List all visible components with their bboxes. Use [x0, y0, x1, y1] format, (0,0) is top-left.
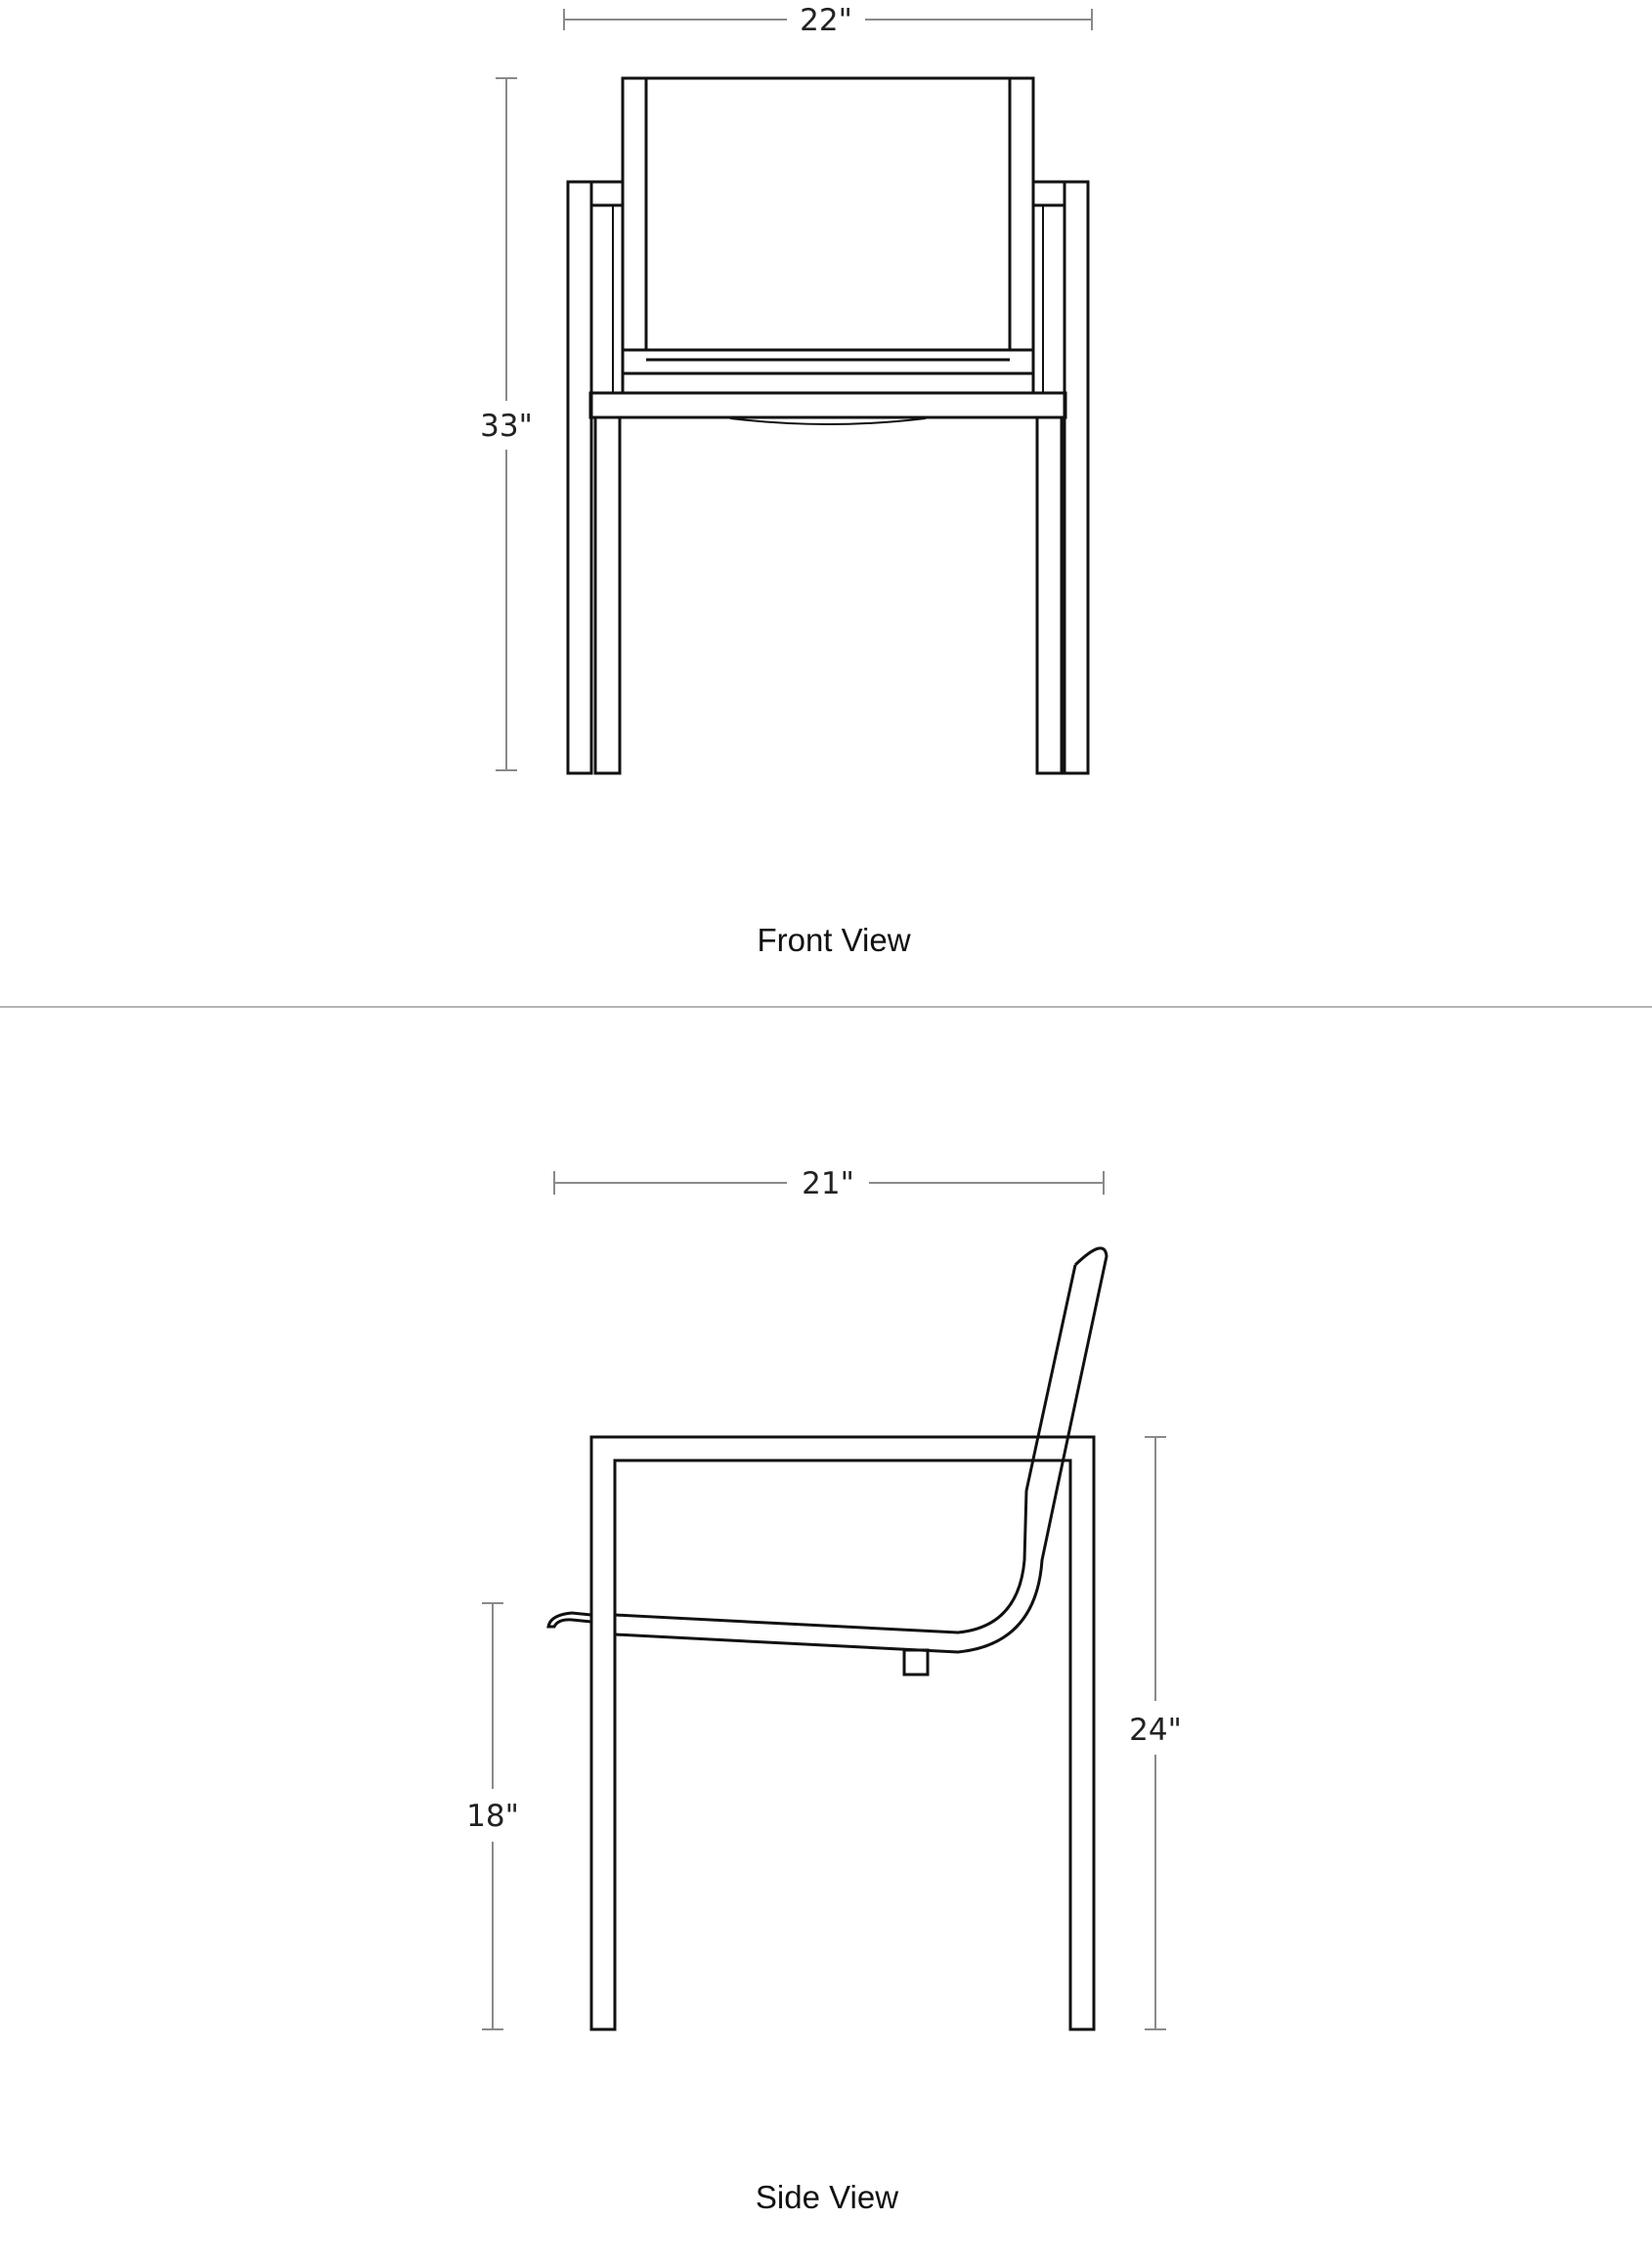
side-arm-height-label: 24"	[1129, 1713, 1182, 1748]
front-width-dimension	[564, 3, 1092, 38]
left-inner-leg	[595, 417, 620, 773]
front-height-label: 33"	[480, 409, 533, 444]
backrest-tube	[615, 1248, 1107, 1652]
left-outer-leg	[568, 182, 591, 773]
side-depth-dimension	[554, 1166, 1104, 1201]
seat-bracket	[904, 1650, 928, 1675]
front-height-dimension	[480, 78, 533, 770]
front-width-label: 22"	[800, 3, 852, 38]
side-view-caption: Side View	[755, 2179, 899, 2215]
right-outer-leg	[1065, 182, 1088, 773]
side-seat-height-dimension	[466, 1603, 519, 2029]
front-view-caption: Front View	[757, 922, 911, 958]
chair-front-outline	[568, 78, 1088, 773]
side-arm-height-dimension	[1129, 1437, 1182, 2029]
side-view	[466, 1166, 1182, 2215]
side-depth-label: 21"	[802, 1166, 854, 1201]
chair-side-outline	[548, 1248, 1107, 2029]
side-seat-height-label: 18"	[466, 1799, 519, 1834]
backrest	[623, 78, 1033, 373]
seat-front-tube	[548, 1613, 591, 1627]
right-inner-leg	[1037, 417, 1062, 773]
seat-front-band	[590, 393, 1065, 417]
armrest-and-front-leg	[591, 1437, 1094, 2029]
front-view	[480, 3, 1092, 958]
